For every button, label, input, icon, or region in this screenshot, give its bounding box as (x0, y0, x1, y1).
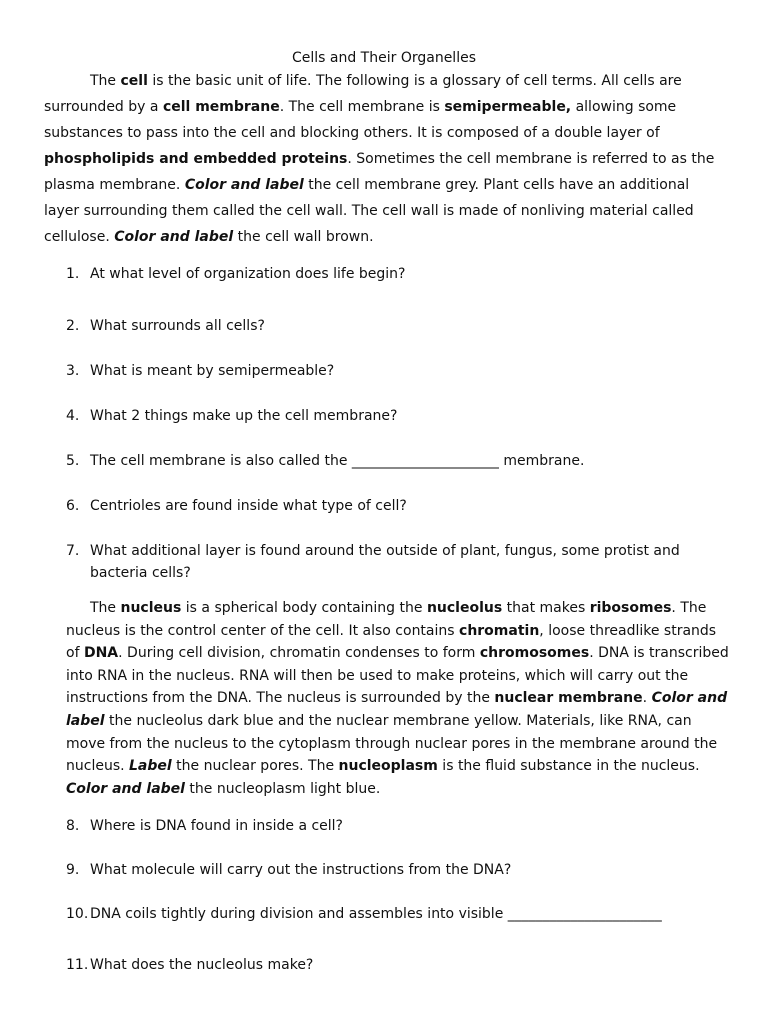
question-item: 4. What 2 things make up the cell membrane? (66, 408, 398, 424)
instruction-color-label: Color and label (114, 229, 234, 245)
term-nuclear-membrane: nuclear membrane (494, 690, 643, 707)
question-item: 9. What molecule will carry out the instructions from the DNA? (66, 862, 512, 878)
instruction-color-label: Color and label (184, 177, 304, 193)
question-item: 11. What does the nucleolus make? (66, 957, 314, 973)
term-nucleus: nucleus (120, 600, 182, 616)
term-chromosomes: chromosomes (479, 645, 590, 662)
term-cell: cell (120, 73, 148, 89)
term-dna: DNA (83, 645, 119, 662)
intro-paragraph: The cell is the basic unit of life. The following is a glossary of cell terms. All cells are surrounded by a cell membrane. The cell membrane is semipermeable, allowing some substances to pass into the cell and blocking others. It is composed of a double layer of phospholipids and embedded proteins. Sometimes the cell membrane is referred to as the plasma membrane. Color and label the cell membrane grey. Plant cells have an additional layer surrounding them called the cell wall. The cell wall is made of nonliving material called cellulose. Color and label the cell wall brown. (44, 73, 715, 245)
question-item: 2. What surrounds all cells? (66, 318, 265, 334)
page-title: Cells and Their Organelles (291, 50, 476, 66)
term-nucleoplasm: nucleoplasm (338, 758, 438, 775)
question-item: 5. The cell membrane is also called the _____________________ membrane. (66, 453, 585, 469)
instruction-label: Label (129, 758, 172, 775)
term-ribosomes: ribosomes (589, 600, 672, 616)
question-item: 1. At what level of organization does life begin? (66, 266, 406, 282)
term-nucleolus: nucleolus (426, 600, 503, 616)
instruction-color-label: Color and label (66, 690, 728, 729)
question-item: 3. What is meant by semipermeable? (66, 363, 335, 379)
term-phospholipids: phospholipids and embedded proteins (44, 151, 348, 167)
term-semipermeable: semipermeable, (444, 99, 572, 115)
nucleus-paragraph: The nucleus is a spherical body containing the nucleolus that makes ribosomes. The nucleus is the control center of the cell. It also contains chromatin, loose threadlike strands of DNA. During cell division, chromatin condenses to form chromosomes. DNA is transcribed into RNA in the nucleus. RNA will then be used to make proteins, which will carry out the instructions from the DNA. The nucleus is surrounded by the nuclear membrane. Color and label the nucleolus dark blue and the nuclear membrane yellow. Materials, like RNA, can move from the nucleus to the cytoplasm through nuclear pores in the membrane around the nucleus. Label the nuclear pores. The nucleoplasm is the fluid substance in the nucleus. Color and label the nucleoplasm light blue. (66, 600, 729, 797)
term-chromatin: chromatin (459, 622, 540, 639)
question-item: 7. What additional layer is found around the outside of plant, fungus, some protist and bacteria cells? (66, 543, 680, 581)
term-cell-membrane: cell membrane (162, 99, 280, 115)
question-item: 10. DNA coils tightly during division and assembles into visible ______________________ (66, 906, 662, 922)
question-item: 8. Where is DNA found in inside a cell? (66, 818, 343, 834)
question-item: 6. Centrioles are found inside what type of cell? (66, 498, 407, 514)
instruction-color-label: Color and label (66, 780, 185, 797)
